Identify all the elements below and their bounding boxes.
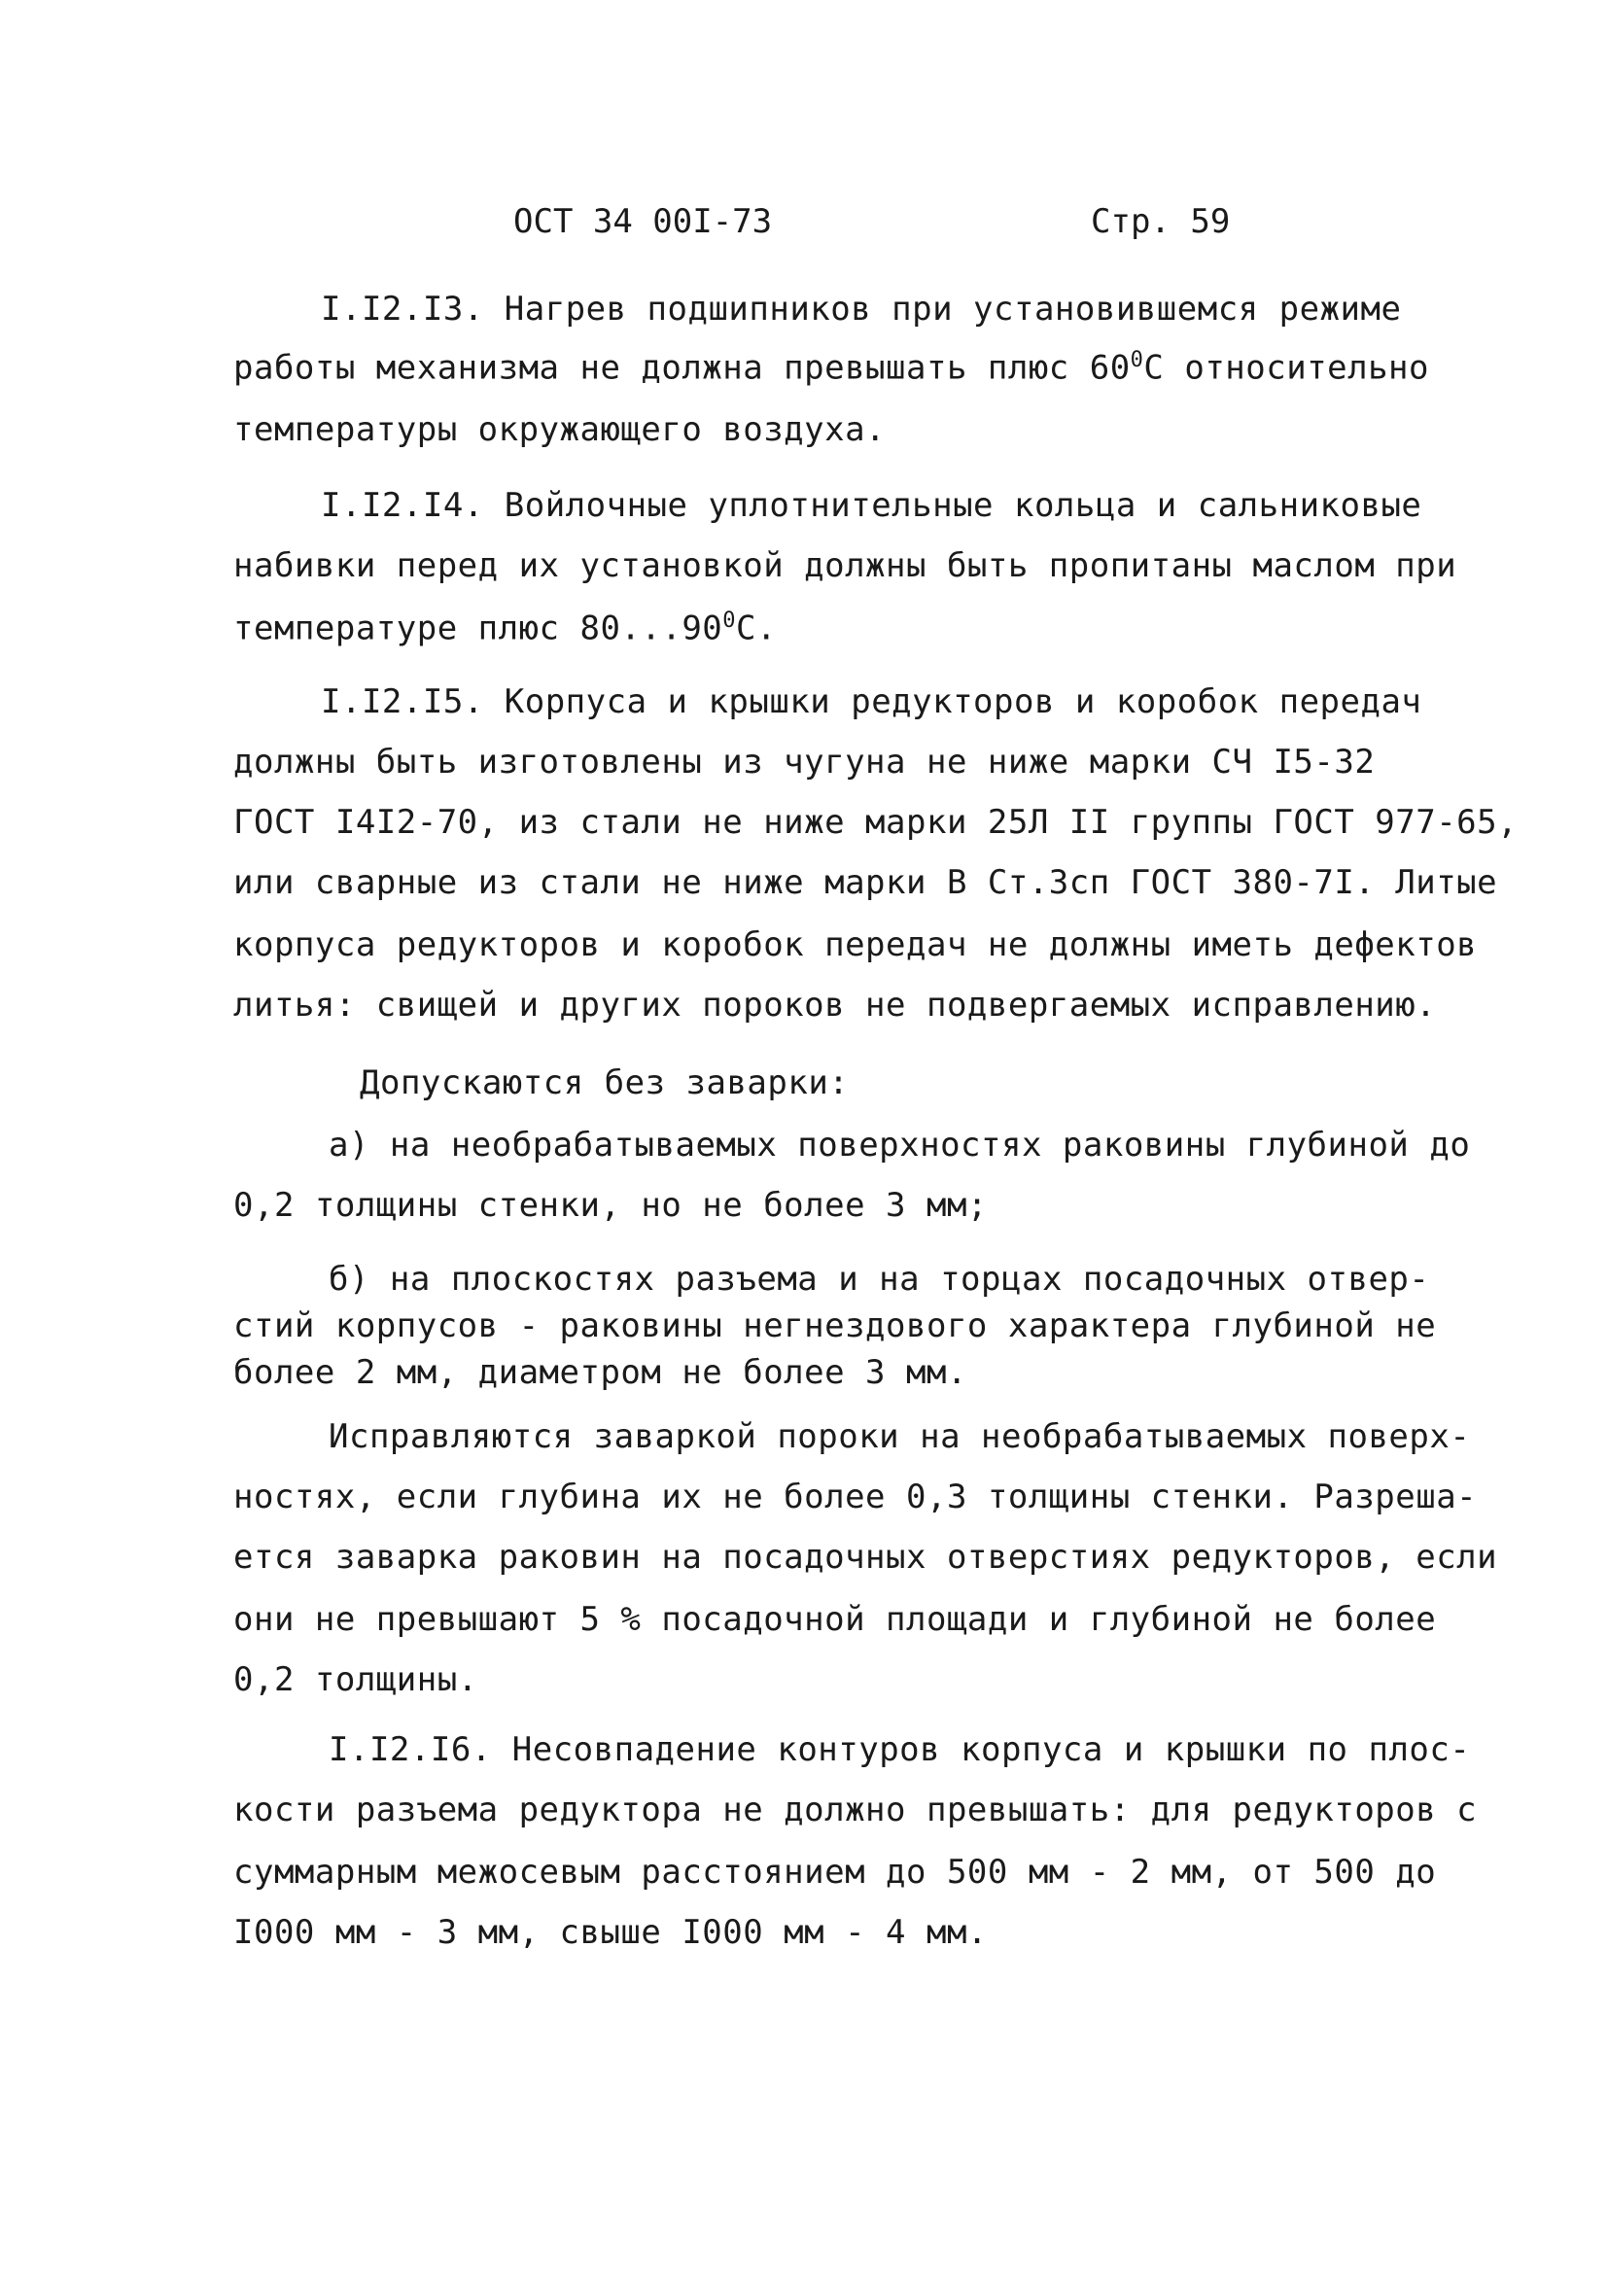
degree-superscript: 0 [722, 609, 737, 633]
repair-paragraph-line-1: Исправляются заваркой пороки на необрабатываемых поверх- [329, 1417, 1471, 1456]
clause-1-12-16-line-1 [329, 1730, 1470, 1769]
clause-1-12-15-line-5: корпуса редукторов и коробок передач не должны иметь дефектов [233, 925, 1478, 964]
clause-number: I.I2.I3. [321, 290, 484, 329]
clause-1-12-16-line-2: кости разъема редуктора не должно превышать: для редукторов с [233, 1791, 1478, 1829]
clause-1-12-15-line-4: или сварные из стали не ниже марки В Ст.3сп ГОСТ 380-7I. Литые [233, 863, 1498, 902]
text-fragment: С. [736, 609, 777, 648]
item-a-line-2: 0,2 толщины стенки, но не более 3 мм; [233, 1186, 988, 1225]
degree-superscript: 0 [1130, 348, 1144, 372]
clause-number: I.I2.I4. [321, 486, 484, 525]
clause-number: I.I2.I6. [329, 1730, 492, 1769]
clause-text: Войлочные уплотнительные кольца и сальниковые [504, 486, 1422, 525]
clause-text: Корпуса и крышки редукторов и коробок передач [504, 682, 1422, 721]
clause-text: Нагрев подшипников при установившемся режиме [504, 290, 1402, 329]
item-b-line-2: стий корпусов - раковины негнездового характера глубиной не [233, 1306, 1437, 1345]
page-number: Стр. 59 [1091, 202, 1231, 241]
clause-1-12-15-line-1 [321, 682, 1421, 721]
text-fragment: работы механизма не должна превышать плюс 60 [233, 348, 1131, 388]
clause-1-12-16-line-4: I000 мм - 3 мм, свыше I000 мм - 4 мм. [233, 1913, 988, 1952]
clause-1-12-14-line-2: набивки перед их установкой должны быть пропитаны маслом при [233, 546, 1457, 585]
item-a-line-1: а) на необрабатываемых поверхностях раковины глубиной до [329, 1126, 1471, 1165]
clause-text: Несовпадение контуров корпуса и крышки по плос- [511, 1730, 1471, 1769]
clause-1-12-14-line-1 [321, 486, 1421, 525]
document-code: ОСТ 34 00I-73 [513, 202, 773, 241]
clause-1-12-15-line-6: литья: свищей и других пороков не подвергаемых исправлению. [233, 986, 1437, 1025]
repair-paragraph-line-5: 0,2 толщины. [233, 1660, 478, 1699]
text-fragment: С относительно [1143, 348, 1429, 388]
repair-paragraph-line-4: они не превышают 5 % посадочной площади и глубиной не более [233, 1600, 1437, 1639]
clause-1-12-14-line-3 [233, 609, 777, 647]
clause-1-12-13-line-3: температуры окружающего воздуха. [233, 410, 887, 449]
item-b-line-3: более 2 мм, диаметром не более 3 мм. [233, 1353, 967, 1392]
clause-1-12-16-line-3: суммарным межосевым расстоянием до 500 мм - 2 мм, от 500 до [233, 1853, 1437, 1892]
clause-1-12-15-line-2: должны быть изготовлены из чугуна не ниже марки СЧ I5-32 [233, 743, 1376, 782]
clause-1-12-15-line-3: ГОСТ I4I2-70, из стали не ниже марки 25Л II группы ГОСТ 977-65, [233, 803, 1519, 842]
text-fragment: температуре плюс 80...90 [233, 609, 723, 648]
clause-1-12-13-line-2 [233, 348, 1429, 387]
clause-1-12-13-line-1 [321, 290, 1401, 329]
repair-paragraph-line-3: ется заварка раковин на посадочных отверстиях редукторов, если [233, 1538, 1498, 1577]
item-b-line-1: б) на плоскостях разъема и на торцах посадочных отвер- [329, 1260, 1430, 1299]
repair-paragraph-line-2: ностях, если глубина их не более 0,3 толщины стенки. Разреша- [233, 1478, 1478, 1516]
allowed-without-welding-heading: Допускаются без заварки: [360, 1063, 850, 1102]
clause-number: I.I2.I5. [321, 682, 484, 721]
